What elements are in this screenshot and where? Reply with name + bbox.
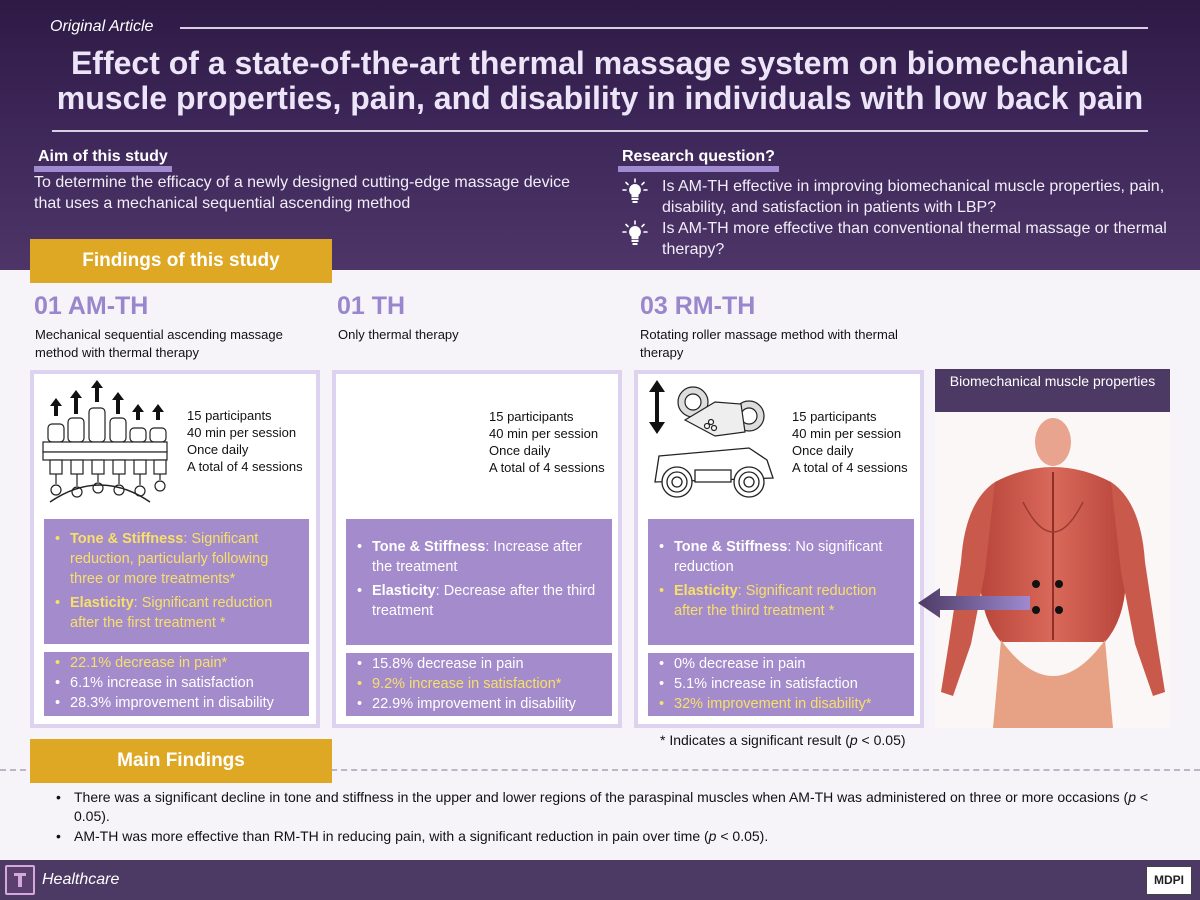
research-heading: Research question?: [622, 148, 775, 166]
main-findings-tag: Main Findings: [30, 739, 332, 783]
arrow-left-icon: [918, 586, 1030, 620]
research-question-2: Is AM-TH more effective than conventional thermal massage or thermal therapy?: [622, 218, 1182, 260]
header-banner: [0, 0, 1200, 270]
arm-3-info: 15 participants 40 min per session Once daily A total of 4 sessions: [792, 409, 908, 475]
arm-2-outcome: • 15.8% decrease in pain: [354, 654, 602, 674]
arm-1-muscle-box: [44, 519, 309, 644]
lightbulb-icon: [622, 220, 648, 246]
back-muscle-illustration: [935, 412, 1170, 728]
arm-3-outcome: • 0% decrease in pain: [656, 654, 904, 674]
findings-tag: Findings of this study: [30, 239, 332, 283]
arm-1-title: 01 AM-TH: [34, 292, 149, 320]
roller-massage-device-icon: [645, 378, 780, 503]
arm-1-muscle-item: • Elasticity: Significant reduction after the first treatment *: [52, 593, 299, 633]
arm-1-outcome: • 28.3% improvement in disability: [52, 693, 299, 713]
article-type: Original Article: [50, 18, 154, 35]
arm-3-outcome: • 32% improvement in disability*: [656, 694, 904, 714]
header-rule: [180, 27, 1148, 29]
arm-1-subtitle: Mechanical sequential ascending massage method with thermal therapy: [35, 327, 283, 360]
significance-footnote: * Indicates a significant result (p < 0.05): [660, 732, 906, 748]
arm-1-outcome: • 6.1% increase in satisfaction: [52, 673, 299, 693]
publisher-logo: MDPI: [1146, 866, 1192, 895]
main-finding-item: • There was a significant decline in tone and stiffness in the upper and lower regions of the paraspinal muscles when AM-TH was administered on three or more occasions (p < 0.05).: [52, 788, 1152, 826]
aim-heading: Aim of this study: [38, 148, 168, 166]
arm-2-outcome: • 22.9% improvement in disability: [354, 694, 602, 714]
journal-icon: [5, 865, 35, 895]
arm-2-title: 01 TH: [337, 292, 406, 320]
arm-3-subtitle: Rotating roller massage method with thermal therapy: [640, 327, 898, 360]
main-finding-item: • AM-TH was more effective than RM-TH in reducing pain, with a significant reduction in pain over time (p < 0.05).: [52, 827, 1152, 846]
title-rule: [52, 130, 1148, 132]
arm-1-info: 15 participants 40 min per session Once daily A total of 4 sessions: [187, 408, 303, 474]
arm-2-muscle-item: • Tone & Stiffness: Increase after the treatment: [354, 537, 602, 577]
arm-3-muscle-item: • Tone & Stiffness: No significant reduction: [656, 537, 904, 577]
arm-3-muscle-box: [648, 519, 914, 645]
research-heading-underline: [618, 166, 779, 172]
arm-2-info: 15 participants 40 min per session Once daily A total of 4 sessions: [489, 409, 605, 475]
human-back-icon: [935, 412, 1170, 728]
footer: [0, 860, 1200, 900]
biomechanical-heading: Biomechanical muscle properties: [935, 369, 1170, 412]
arm-1-muscle-item: • Tone & Stiffness: Significant reduction, particularly following three or more treatments*: [52, 529, 299, 589]
arm-3-outcome: • 5.1% increase in satisfaction: [656, 674, 904, 694]
journal-name: Healthcare: [42, 871, 120, 888]
main-findings-list: [52, 788, 1152, 847]
arm-2-muscle-box: [346, 519, 612, 645]
arm-3-outcomes-box: [648, 653, 914, 716]
research-question-1: Is AM-TH effective in improving biomechanical muscle properties, pain, disability, and satisfaction in patients with LBP?: [622, 176, 1182, 218]
arm-3-title: 03 RM-TH: [640, 292, 756, 320]
lightbulb-icon: [622, 178, 648, 204]
aim-text: To determine the efficacy of a newly designed cutting-edge massage device that uses a mechanical sequential ascending method: [34, 174, 571, 212]
ascending-massage-device-icon: [40, 378, 170, 503]
arm-1-outcome: • 22.1% decrease in pain*: [52, 653, 299, 673]
arm-3-muscle-item: • Elasticity: Significant reduction after the third treatment *: [656, 581, 904, 621]
arm-2-muscle-item: • Elasticity: Decrease after the third treatment: [354, 581, 602, 621]
page-title: Effect of a state-of-the-art thermal massage system on biomechanical muscle properties, pain, and disability in individuals with low back pain: [56, 45, 1144, 116]
arm-1-outcomes-box: [44, 652, 309, 716]
arm-2-outcome: • 9.2% increase in satisfaction*: [354, 674, 602, 694]
arm-2-outcomes-box: [346, 653, 612, 716]
arm-2-subtitle: Only thermal therapy: [338, 327, 459, 342]
